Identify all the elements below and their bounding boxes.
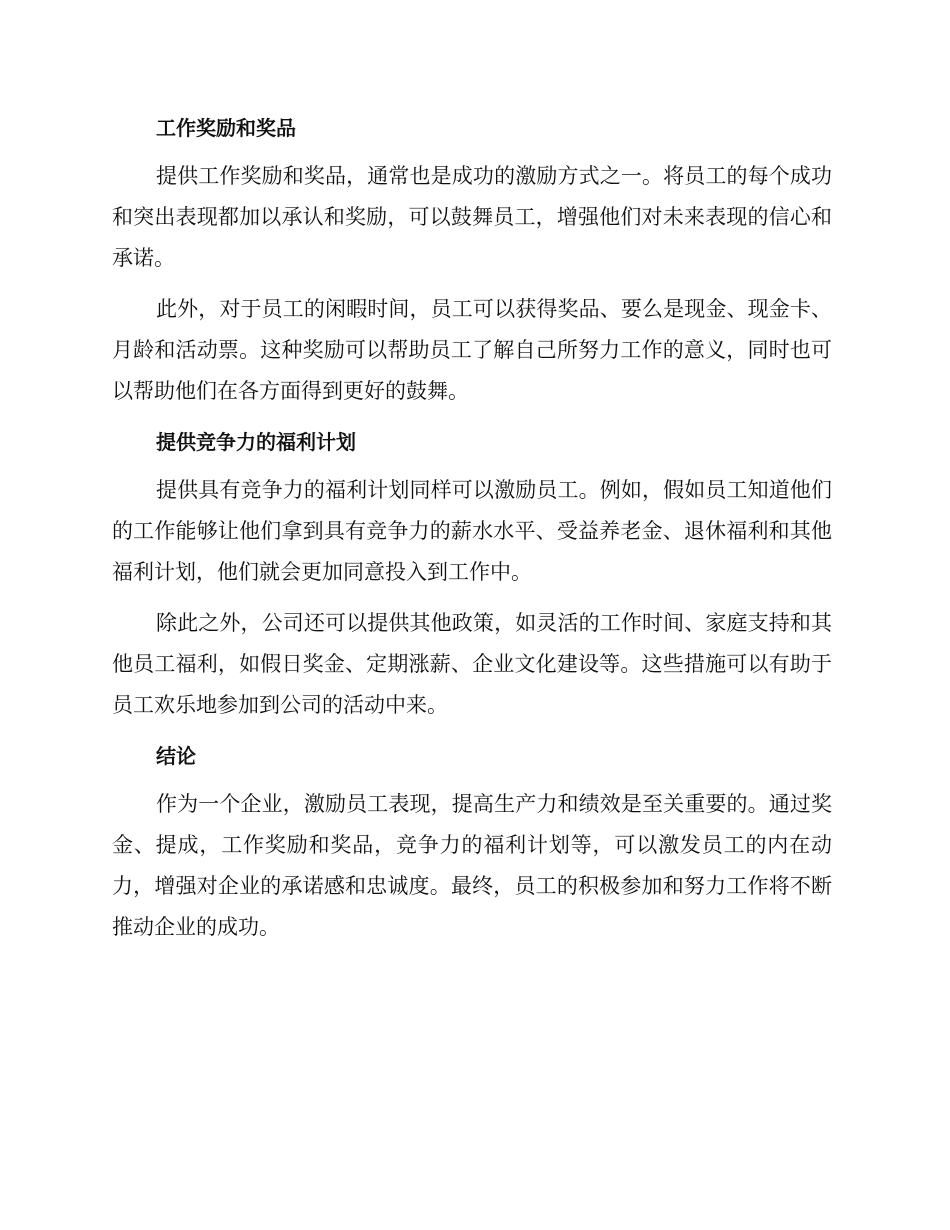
section-heading: 提供竞争力的福利计划 (156, 430, 356, 454)
paragraph: 除此之外，公司还可以提供其他政策，如灵活的工作时间、家庭支持和其他员工福利，如假日奖金、定期涨薪、企业文化建设等。这些措施可以有助于员工欢乐地参加到公司的活动中来。 (112, 611, 832, 717)
section-heading: 工作奖励和奖品 (156, 116, 296, 140)
section-benefits-plan (112, 422, 832, 726)
document-body (112, 108, 832, 958)
paragraph: 提供具有竞争力的福利计划同样可以激励员工。例如，假如员工知道他们的工作能够让他们拿到具有竞争力的薪水水平、受益养老金、退休福利和其他福利计划，他们就会更加同意投入到工作中。 (112, 478, 832, 584)
section-heading: 结论 (156, 744, 196, 768)
section-conclusion (112, 736, 832, 948)
paragraph: 提供工作奖励和奖品，通常也是成功的激励方式之一。将员工的每个成功和突出表现都加以承认和奖励，可以鼓舞员工，增强他们对未来表现的信心和承诺。 (112, 164, 832, 270)
section-work-rewards (112, 108, 832, 412)
paragraph: 此外，对于员工的闲暇时间，员工可以获得奖品、要么是现金、现金卡、月龄和活动票。这种奖励可以帮助员工了解自己所努力工作的意义，同时也可以帮助他们在各方面得到更好的鼓舞。 (112, 297, 832, 403)
paragraph: 作为一个企业，激励员工表现，提高生产力和绩效是至关重要的。通过奖金、提成，工作奖励和奖品，竞争力的福利计划等，可以激发员工的内在动力，增强对企业的承诺感和忠诚度。最终，员工的积极参加和努力工作将不断推动企业的成功。 (112, 792, 832, 939)
